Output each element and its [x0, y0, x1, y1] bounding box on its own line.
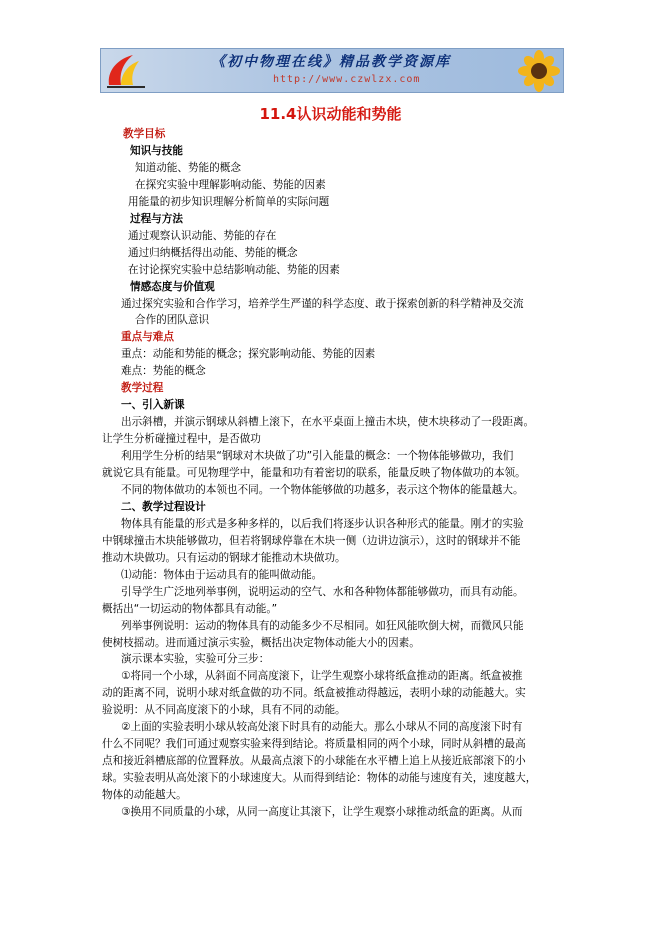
- text-line: 推动木块做功。只有运动的钢球才能推动木块做功。: [102, 551, 346, 564]
- text-line: 让学生分析碰撞过程中，是否做功: [102, 433, 261, 446]
- text-line: 列举事例说明：运动的物体具有的动能多少不尽相同。如狂风能吹倒大树，而微风只能: [121, 619, 524, 632]
- banner-url[interactable]: http://www.czwlzx.com: [273, 74, 421, 85]
- text-line: 球。实验表明从高处滚下的小球速度大。从而得到结论：物体的动能与速度有关，速度越大，: [102, 772, 537, 785]
- text-line: 合作的团队意识: [135, 314, 210, 327]
- text-line: 重点：动能和势能的概念；探究影响动能、势能的因素: [121, 348, 376, 361]
- sunflower-icon: [517, 50, 561, 92]
- banner-title: 《初中物理在线》精品教学资源库: [211, 54, 451, 70]
- text-line: 物体的动能越大。: [102, 789, 187, 802]
- text-line: 利用学生分析的结果“钢球对木块做了功”引入能量的概念：一个物体能够做功，我们: [121, 450, 514, 463]
- text-line: 使树枝摇动。进而通过演示实验，概括出决定物体动能大小的因素。: [102, 636, 420, 649]
- text-line: 物体具有能量的形式是多种多样的，以后我们将逐步认识各种形式的能量。刚才的实验: [121, 517, 524, 530]
- text-line: 中钢球撞击木块能够做功，但若将钢球停靠在木块一侧（边讲边演示），这时的钢球并不能: [102, 534, 521, 547]
- site-logo-icon: [103, 51, 149, 91]
- section-heading: 二、教学过程设计: [121, 500, 206, 513]
- text-line: 演示课本实验，实验可分三步：: [121, 653, 270, 666]
- text-line: 在讨论探究实验中总结影响动能、势能的因素: [128, 263, 340, 276]
- text-line: 难点：势能的概念: [121, 365, 206, 378]
- site-banner: [100, 48, 564, 93]
- section-heading: 知识与技能: [130, 144, 183, 157]
- text-line: 出示斜槽，并演示钢球从斜槽上滚下，在水平桌面上撞击木块，使木块移动了一段距离。: [121, 416, 535, 429]
- text-line: 什么不同呢？我们可通过观察实验来得到结论。将质量相同的两个小球，同时从斜槽的最高: [102, 738, 526, 751]
- section-heading: 教学目标: [123, 128, 166, 140]
- document-title: 11.4认识动能和势能: [259, 105, 402, 123]
- text-line: 知道动能、势能的概念: [135, 161, 241, 174]
- text-line: ①将同一个小球，从斜面不同高度滚下，让学生观察小球将纸盒推动的距离。纸盒被推: [121, 670, 523, 683]
- text-line: ②上面的实验表明小球从较高处滚下时具有的动能大。那么小球从不同的高度滚下时有: [121, 721, 523, 734]
- text-line: 就说它具有能量。可见物理学中，能量和功有着密切的联系，能量反映了物体做功的本领。: [102, 467, 526, 479]
- text-line: 通过观察认识动能、势能的存在: [128, 229, 277, 242]
- text-line: 概括出“一切运动的物体都具有动能。”: [102, 602, 278, 615]
- text-line: 点和接近斜槽底部的位置释放。从最高点滚下的小球能在水平槽上追上从接近底部滚下的小: [102, 755, 526, 768]
- text-line: 动的距离不同，说明小球对纸盒做的功不同。纸盒被推动得越远，表明小球的动能越大。实: [102, 687, 526, 700]
- section-heading: 过程与方法: [130, 212, 183, 225]
- text-line: 通过探究实验和合作学习，培养学生严谨的科学态度、敢于探索创新的科学精神及交流: [121, 297, 524, 310]
- text-line: ⑴动能：物体由于运动具有的能叫做动能。: [121, 568, 323, 581]
- text-line: 在探究实验中理解影响动能、势能的因素: [135, 178, 326, 191]
- text-line: 引导学生广泛地列举事例，说明运动的空气、水和各种物体都能够做功，而具有动能。: [121, 585, 524, 598]
- section-heading: 教学过程: [121, 382, 164, 395]
- text-line: 不同的物体做功的本领也不同。一个物体能够做的功越多，表示这个物体的能量越大。: [121, 483, 524, 496]
- text-line: 用能量的初步知识理解分析简单的实际问题: [128, 195, 330, 208]
- text-line: 通过归纳概括得出动能、势能的概念: [128, 246, 298, 259]
- section-heading: 一、引入新课: [121, 399, 185, 412]
- text-line: ③换用不同质量的小球，从同一高度让其滚下，让学生观察小球推动纸盒的距离。从而: [121, 806, 523, 818]
- text-line: 验说明：从不同高度滚下的小球，具有不同的动能。: [102, 704, 346, 717]
- section-heading: 情感态度与价值观: [130, 280, 215, 293]
- section-heading: 重点与难点: [121, 331, 174, 344]
